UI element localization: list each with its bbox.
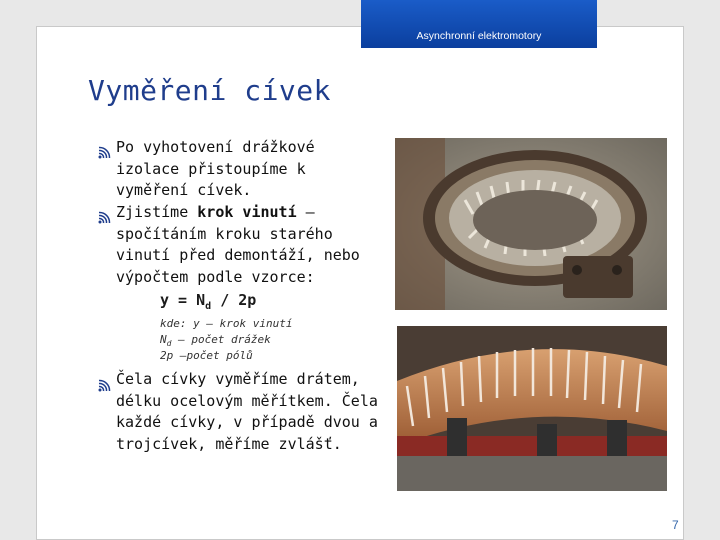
slide-title: Vyměření cívek: [88, 74, 332, 107]
note-line-2-main: N: [160, 333, 167, 346]
coils-photo: [397, 326, 667, 491]
note-line-2-rest: – počet drážek: [171, 333, 271, 346]
formula-lhs: y = N: [160, 291, 206, 309]
bullet-1-text: Po vyhotovení drážkové izolace přistoupíme k vyměření cívek.: [116, 138, 315, 199]
wifi-signal-icon: [97, 379, 111, 393]
bullet-2-text-after: – spočítáním kroku starého vinutí před demontáží, nebo výpočtem podle vzorce:: [116, 203, 360, 286]
note-line-3: 2p –počet pólů: [160, 349, 253, 362]
course-title: Asynchronní elektromotory: [416, 30, 542, 42]
note-line-2-sub: d: [166, 339, 172, 349]
wifi-signal-icon: [97, 146, 111, 160]
page-number: 7: [672, 518, 679, 532]
stator-photo: [395, 138, 667, 310]
formula-subscript: d: [205, 301, 212, 312]
bullet-2-text-before: Zjistíme: [116, 203, 198, 221]
note-line-1: kde: y – krok vinutí: [160, 317, 293, 330]
wifi-signal-icon: [97, 211, 111, 225]
bullet-2-keyword: krok vinutí: [197, 203, 297, 221]
formula-rhs: / 2p: [211, 291, 257, 309]
formula: [160, 291, 256, 312]
bullet-3-text: Čela cívky vyměříme drátem, délku ocelovým měřítkem. Čela každé cívky, v případě dvou a trojcívek, měříme zvlášť.: [116, 370, 378, 453]
bullet-2-text: [116, 202, 378, 288]
